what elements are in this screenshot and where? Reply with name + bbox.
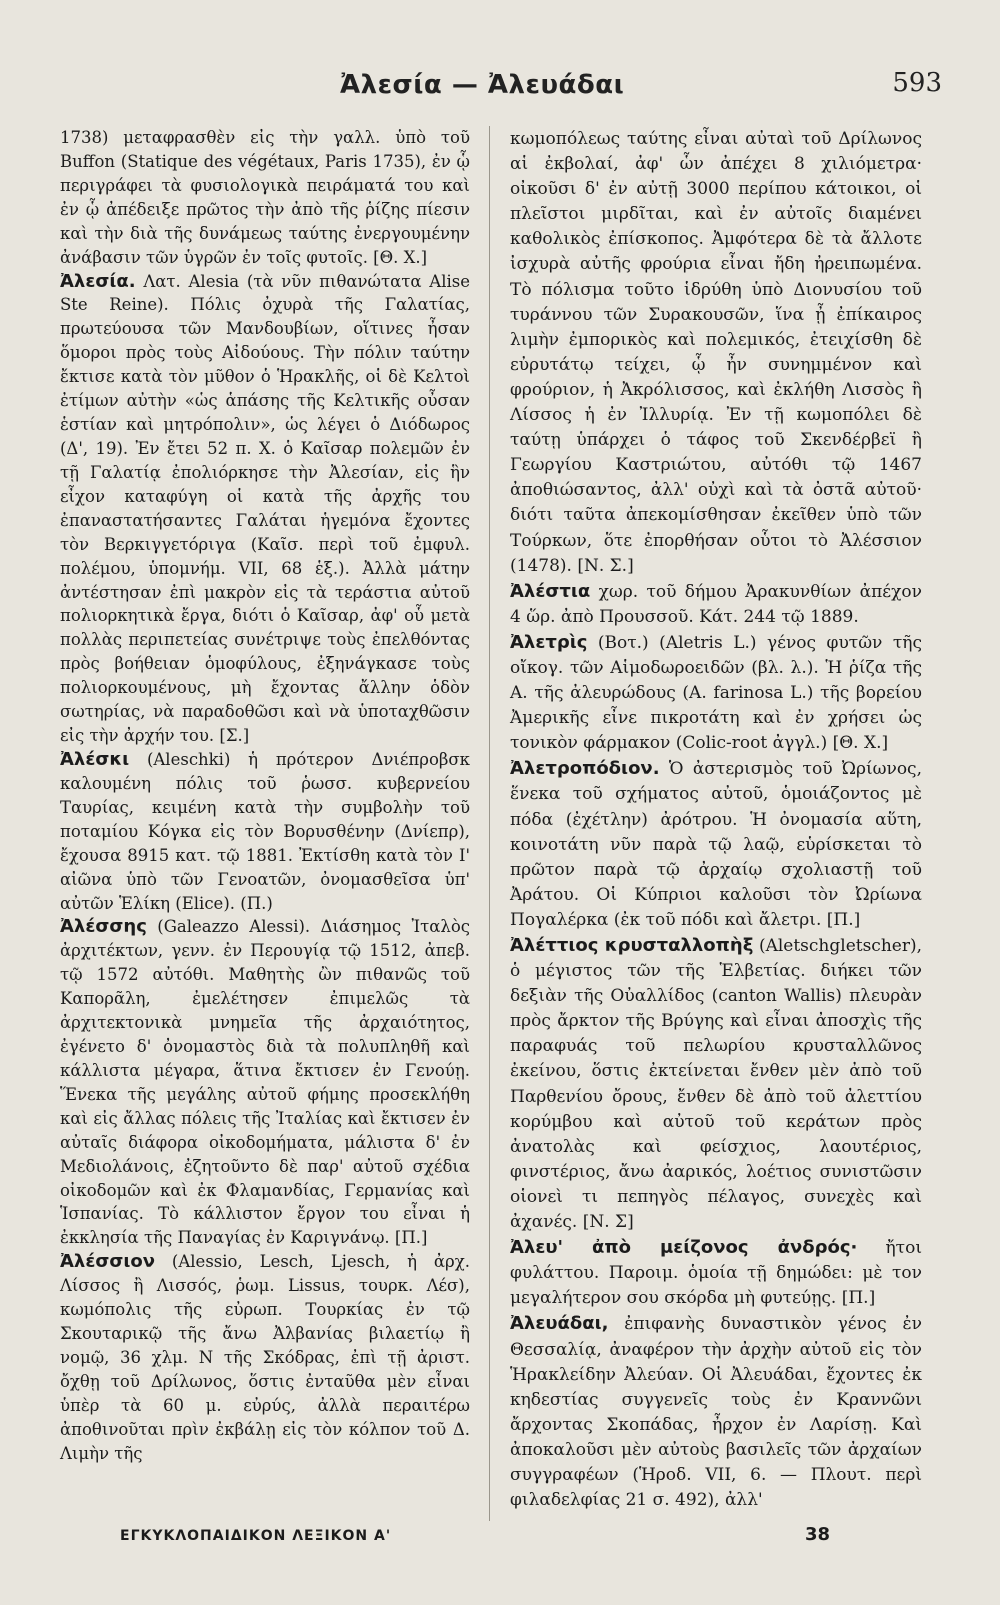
right-column [510,126,922,1513]
entry-lemma: Ἀλέσκι [60,748,130,770]
entry-text: (Aletschgletscher), ὁ μέγιστος τῶν τῆς Ἑλβετίας. διήκει τῶν δεξιὰν τῆς Οὐαλλίδος (canton Wallis) πλευρὰν πρὸς ἄρκτον τῆς Βρύγης καὶ εἶναι ἀποσχὶς τῆς παραφυάς τοῦ πελωρίου κρυσταλλῶνος ἐκείνου, ὅστις ἐκτείνεται ἔνθεν μὲν ἀπὸ τοῦ Παρθενίου ὄρους, ἔνθεν δὲ ἀπὸ τοῦ ἀλεττίου κορύμβου καὶ αὐτοῦ τοῦ κεράτων πρὸς ἀνατολὰς καὶ φείσχιος, λαουτέριος, φινστέριος, ἄνω ἀαρικός, λοέτιος συνιστῶσιν οἱονεὶ τι πεπηγὸς πέλαγος, συνεχὲς καὶ ἀχανές. [Ν. Σ] [510,936,923,1233]
entry-text: Ὁ ἀστερισμὸς τοῦ Ὠρίωνος, ἕνεκα τοῦ σχήματος αὐτοῦ, ὁμοιάζοντος μὲ πόδα (ἐχέτλην) ἀρότρου. Ἡ ὀνομασία αὕτη, κοινοτάτη νῦν παρὰ τῷ λαῷ, εὑρίσκεται τὸ πρῶτον παρὰ τῷ ἀρχαίῳ σχολιαστῇ τοῦ Ἀράτου. Οἱ Κύπριοι καλοῦσι τὸν Ὠρίωνα Πογαλέρκα (ἐκ τοῦ πόδι καὶ ἄλετρι. [Π.] [510,759,922,930]
entry [510,126,922,579]
entry-text: (Galeazzo Alessi). Διάσημος Ἰταλὸς ἀρχιτέκτων, γενν. ἐν Περουγίᾳ τῷ 1512, ἀπεβ. τῷ 1572 αὐτόθι. Μαθητὴς ὢν πιθανῶς τοῦ Καπορᾶλη, ἐμελέτησεν ἐπιμελῶς τὰ ἀρχιτεκτονικὰ μνημεῖα τῆς ἀρχαιότητος, ἐγένετο δ' ὀνομαστὸς διὰ τὰ πολυπληθῆ καὶ κάλλιστα μέγαρα, ἅτινα ἔκτισεν ἐν Γενούῃ. Ἕνεκα τῆς μεγάλης αὐτοῦ φήμης προσεκλήθη καὶ εἰς ἄλλας πόλεις τῆς Ἰταλίας καὶ ἔκτισεν ἐν αὐταῖς διάφορα οἰκοδομήματα, μάλιστα δ' ἐν Μεδιολάνοις, ἐζητοῦντο δὲ παρ' αὐτοῦ σχέδια οἰκοδομῶν καὶ ἐκ Φλαμανδίας, Γερμανίας καὶ Ἱσπανίας. Τὸ κάλλιστον ἔργον του εἶναι ἡ ἐκκλησία τῆς Παναγίας ἐν Καριγνάνῳ. [Π.] [60,917,470,1248]
entry [60,270,470,748]
entry [60,126,470,270]
column-divider [489,126,490,1521]
entry [60,915,470,1250]
entry-text: ἤτοι φυλάττου. Παροιμ. ὁμοία τῇ δημώδει: μὲ τον μεγαλήτερον σου σκόρδα μὴ φυτεύῃς. [Π.] [510,1238,922,1309]
entry-lemma: Ἀλέσσης [60,916,147,938]
left-column [60,126,470,1466]
entry [510,579,922,630]
entry-lemma: Ἀλευάδαι, [510,1313,609,1335]
footer [0,1524,1000,1558]
entry [510,1311,922,1513]
entry [510,1235,922,1311]
entry-text: χωρ. τοῦ δήμου Ἀρακυνθίων ἀπέχον 4 ὥρ. ἀπὸ Προυσσοῦ. Κάτ. 244 τῷ 1889. [510,581,922,627]
entry-text: ἐπιφανὴς δυναστικὸν γένος ἐν Θεσσαλίᾳ, ἀναφέρον τὴν ἀρχὴν αὐτοῦ εἰς τὸν Ἡρακλείδην Ἀλεύαν. Οἱ Ἀλευάδαι, ἔχοντες ἐκ κηδεστίας συγγενεῖς τοὺς ἐν Κραννῶνι ἄρχοντας Σκοπάδας, ἦρχον ἐν Λαρίσῃ. Καὶ ἀποκαλοῦσι μὲν αὐτοὺς βασιλεῖς τῶν ἀρχαίων συγγραφέων (Ἡροδ. VII, 6. — Πλουτ. περὶ φιλαδελφίας 21 σ. 492), ἀλλ' [510,1314,922,1511]
entry [60,1250,470,1465]
sheet-number: 38 [805,1524,831,1545]
entry-lemma: Ἀλετροπόδιον. [510,758,660,780]
entry-lemma: Ἀλέττιος κρυσταλλοπὴξ [510,935,754,956]
entry [510,630,922,756]
entry-text: κωμοπόλεως ταύτης εἶναι αὐταὶ τοῦ Δρίλωνος αἱ ἐκβολαί, ἀφ' ὧν ἀπέχει 8 χιλιόμετρα· οἰκοῦσι δ' ἐν αὐτῇ 3000 περίπου κάτοικοι, οἱ πλεῖστοι μιρδῖται, καὶ ἐν αὐτοῖς διαμένει καθολικὸς ἐπίσκοπος. Ἀμφότερα δὲ τὰ ἄλλοτε ἰσχυρὰ αὐτῆς φρούρια εἶναι ἤδη ἠρειπωμένα. Τὸ πόλισμα τοῦτο ἱδρύθη ὑπὸ Διονυσίου τοῦ τυράννου τῶν Συρακουσῶν, ἵνα ᾖ ἐπίκαιρος λιμὴν ἐμπορικὸς καὶ πολεμικός, ἐτειχίσθη δὲ εὐρυτάτῳ τείχει, ᾧ ἦν συνημμένον καὶ φρούριον, ἡ Ἀκρόλισσος, καὶ ἐκλήθη Λισσὸς ἢ Λίσσος ἡ ἐν Ἰλλυρίᾳ. Ἐν τῇ κωμοπόλει δὲ ταύτῃ ὑπάρχει ὁ τάφος τοῦ Σκενδέρβεϊ ἢ Γεωργίου Καστριώτου, αὐτόθι τῷ 1467 ἀποθιώσαντος, ἀλλ' οὐχὶ καὶ τὰ ὀστᾶ αὐτοῦ· διότι ταῦτα ἀπεκομίσθησαν ἐκεῖθεν ὑπὸ τῶν Τούρκων, ὅτε ἐπορθήσαν οὗτοι τὸ Ἀλέσσιον (1478). [Ν. Σ.] [510,129,922,576]
entry-text: 1738) μεταφρασθὲν εἰς τὴν γαλλ. ὑπὸ τοῦ Buffon (Statique des végétaux, Paris 1735), ἐν ᾧ περιγράφει τὰ φυσιολογικὰ πειράματά του καὶ ἐν ᾧ ἀπέδειξε πρῶτος τὴν ἀπὸ τῆς ῥίζης πίεσιν καὶ τὴν διὰ τῆς δυνάμεως ταύτης ἐνεργουμένην ἀνάβασιν τῶν ὑγρῶν ἐν τοῖς φυτοῖς. [Θ. Χ.] [60,128,470,267]
entry-lemma: Ἀλετρὶς [510,631,588,653]
page-number: 593 [892,68,942,98]
entry-text: Λατ. Alesia (τὰ νῦν πιθανώτατα Alise Ste Reine). Πόλις ὀχυρὰ τῆς Γαλατίας, πρωτεύουσα τῶν Μανδουβίων, οἵτινες ἦσαν ὅμοροι πρὸς τοὺς Αἰδούους. Τὴν πόλιν ταύτην ἔκτισε κατὰ τὸν μῦθον ὁ Ἡρακλῆς, οἱ δὲ Κελτοὶ ἐτίμων αὐτὴν «ὡς ἁπάσης τῆς Κελτικῆς οὖσαν ἑστίαν καὶ μητρόπολιν», ὡς λέγει ὁ Διόδωρος (Δ', 19). Ἐν ἔτει 52 π. Χ. ὁ Καῖσαρ πολεμῶν ἐν τῇ Γαλατίᾳ ἐπολιόρκησε τὴν Ἀλεσίαν, εἰς ἣν εἶχον καταφύγη οἱ κατὰ τῆς ἀρχῆς του ἐπαναστατήσαντες Γαλάται ἡγεμόνα ἔχοντες τὸν Βερκιγγετόριγα (Καῖσ. περὶ τοῦ ἐμφυλ. πολέμου, ὑπομνήμ. VII, 68 ἑξ.). Ἀλλὰ μάτην ἀντέστησαν ἐπὶ μακρὸν εἰς τὰ τεράστια αὐτοῦ πολιορκητικὰ ἔργα, διότι ὁ Καῖσαρ, ἀφ' οὗ μετὰ πολλὰς περιπετείας συνέτριψε τοὺς ἐπελθόντας πρὸς βοήθειαν ὁμοφύλους, ἐξηνάγκασε τοὺς πολιορκουμένους, μὴ ἔχοντας ἄλλην ὁδὸν σωτηρίας, νὰ παραδοθῶσι καὶ νὰ ὑποταχθῶσιν εἰς τὴν ἀρχήν του. [Σ.] [60,271,470,746]
entry-text: (Aleschki) ἡ πρότερον Δνιέπροβσκ καλουμένη πόλις τοῦ ῥωσσ. κυβερνείου Ταυρίας, κειμένη κατὰ τὴν συμβολὴν τοῦ ποταμίου Κόγκα εἰς τὸν Βορυσθένην (Δνίεπρ), ἔχουσα 8915 κατ. τῷ 1881. Ἐκτίσθη κατὰ τὸν Ι' αἰῶνα ὑπὸ τῶν Γενοατῶν, ὀνομασθεῖσα ὑπ' αὐτῶν Ἑλίκη (Elice). (Π.) [60,749,470,913]
entry-lemma: Ἀλέσσιον [60,1251,156,1273]
entry [60,748,470,915]
entry-lemma: Ἀλέστια [510,580,591,602]
entry-lemma: Ἀλεσία. [60,270,136,292]
entry [510,933,922,1235]
entry-text: (Alessio, Lesch, Ljesch, ἡ ἀρχ. Λίσσος ἢ Λισσός, ῥωμ. Lissus, τουρκ. Λέσ), κωμόπολις τῆς εὐρωπ. Τουρκίας ἐν τῷ Σκουταρικῷ τῆς ἄνω Ἀλβανίας βιλαετίῳ ἢ νομῷ, 36 χλμ. Ν τῆς Σκόδρας, ἐπὶ τῇ ἀριστ. ὄχθῃ τοῦ Δρίλωνος, ὅστις ἐνταῦθα μὲν εἶναι ὑπὲρ τὰ 60 μ. εὐρύς, ἀλλὰ περαιτέρω ἀποθινοῦται πρὶν ἐκβάλῃ εἰς τὸν κόλπον τοῦ Δ. Λιμὴν τῆς [60,1252,470,1463]
entry-text: (Βοτ.) (Aletris L.) γένος φυτῶν τῆς οἴκογ. τῶν Αἱμοδωροειδῶν (βλ. λ.). Ἡ ῥίζα τῆς Α. τῆς ἀλευρώδους (A. farinosa L.) τῆς βορείου Ἀμερικῆς εἶνε πικροτάτη καὶ ἐν χρήσει ὡς τονικὸν φάρμακον (Colic-root ἀγγλ.) [Θ. Χ.] [510,632,922,754]
running-head-title: Ἀλεσία — Ἀλευάδαι [340,70,625,100]
entry [510,756,922,933]
footer-title: ΕΓΚΥΚΛΟΠΑΙΔΙΚΟΝ ΛΕΞΙΚΟΝ Α' [120,1528,392,1544]
running-head [0,64,1000,104]
entry-lemma: Ἀλευ' ἀπὸ μείζονος ἀνδρός· [510,1237,858,1259]
